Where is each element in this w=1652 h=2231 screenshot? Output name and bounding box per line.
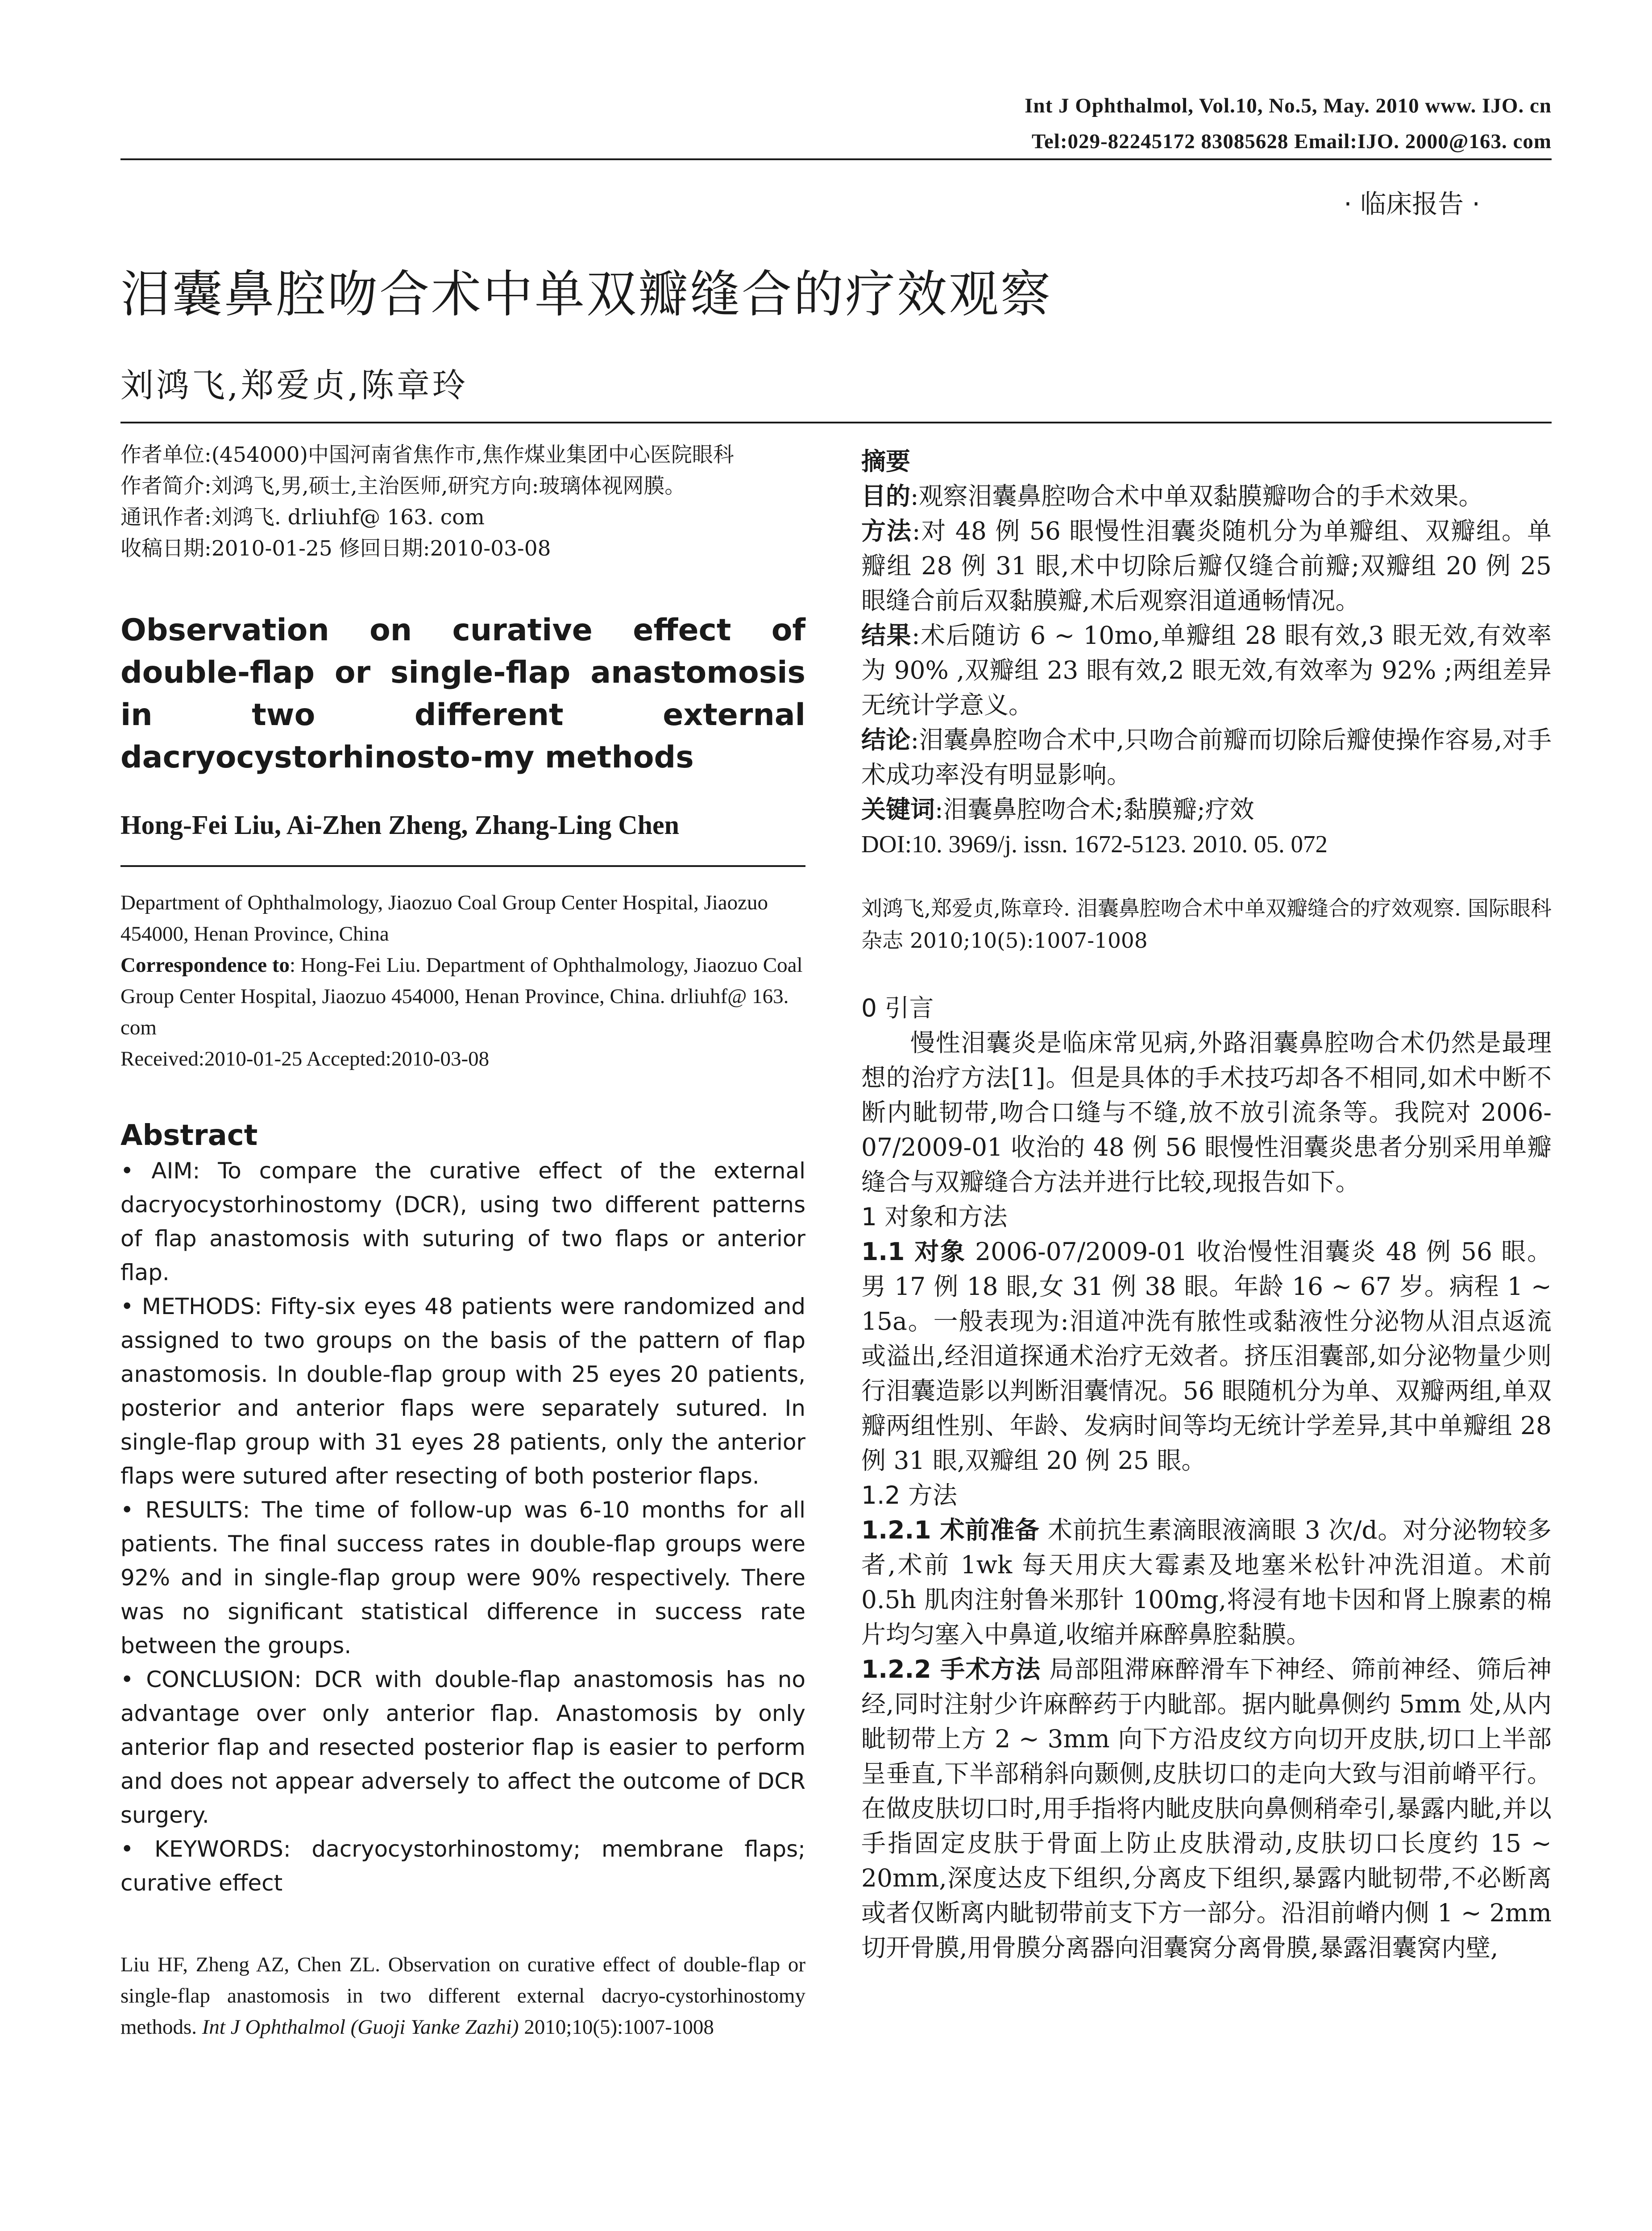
- abstract-cn: [861, 444, 1552, 862]
- received-dates-cn: 收稿日期:2010-01-25 修回日期:2010-03-08: [120, 536, 551, 561]
- results-label: 结果: [861, 621, 912, 650]
- section-1-1: [861, 1234, 1552, 1478]
- right-column: [861, 444, 1552, 1965]
- aim-text: :观察泪囊鼻腔吻合术中单双黏膜瓣吻合的手术效果。: [910, 482, 1483, 510]
- keywords-label: 关键词: [861, 795, 935, 824]
- section-1-2-heading: 1.2 方法: [861, 1481, 957, 1509]
- citation-main: Liu HF, Zheng AZ, Chen ZL. Observation on curative effect of double-flap or single-flap anastomosis in two different external dacryo-cystorhinostomy methods.: [120, 1953, 805, 2039]
- citation-en: [120, 1949, 805, 2043]
- header-rule: [120, 158, 1552, 160]
- section-1-heading: 1 对象和方法: [861, 1203, 1008, 1231]
- received-dates-en: Received:2010-01-25 Accepted:2010-03-08: [120, 1047, 490, 1070]
- conclusion-text: :泪囊鼻腔吻合术中,只吻合前瓣而切除后瓣使操作容易,对手术成功率没有明显影响。: [861, 726, 1552, 789]
- conclusion-label: 结论: [861, 726, 911, 754]
- keywords-text: :泪囊鼻腔吻合术;黏膜瓣;疗效: [935, 795, 1254, 824]
- section-0-text: 慢性泪囊炎是临床常见病,外路泪囊鼻腔吻合术仍然是最理想的治疗方法[1]。但是具体的手术技巧却各不相同,如术中断不断内眦韧带,吻合口缝与不缝,放不放引流条等。我院对 2006-07/2009-01 收治的 48 例 56 眼慢性泪囊炎患者分别采用单瓣缝合与双瓣缝合方法并进行比较,现报告如下。: [861, 1028, 1552, 1196]
- results-text: :术后随访 6 ~ 10mo,单瓣组 28 眼有效,3 眼无效,有效率为 90% ,双瓣组 23 眼有效,2 眼无效,有效率为 92% ;两组差异无统计学意义。: [861, 621, 1552, 719]
- english-title: Observation on curative effect of double-flap or single-flap anastomosis in two different external dacryocystorhinosto-my methods: [120, 613, 805, 775]
- abstract-aim: • AIM: To compare the curative effect of the external dacryocystorhinostomy (DCR), using two different patterns of flap anastomosis with suturing of two flaps or anterior flap.: [120, 1158, 805, 1286]
- affiliation-unit: 作者单位:(454000)中国河南省焦作市,焦作煤业集团中心医院眼科: [120, 443, 734, 467]
- abstract-cn-methods: [861, 514, 1552, 618]
- section-0-heading: 0 引言: [861, 994, 934, 1022]
- abstract-conclusion: • CONCLUSION: DCR with double-flap anastomosis has no advantage over only anterior flap. Anastomosis by only anterior flap and resected posterior flap is easier to perform and does not appear adversely to affect the outcome of DCR surgery.: [120, 1667, 805, 1828]
- abstract-results: • RESULTS: The time of follow-up was 6-10 months for all patients. The final success rates in double-flap groups were 92% and in single-flap group were 90% respectively. There was no significant statistical difference in success rate between the groups.: [120, 1497, 805, 1659]
- citation-journal: Int J Ophthalmol (Guoji Yanke Zazhi): [202, 2015, 519, 2039]
- abstract-methods: • METHODS: Fifty-six eyes 48 patients were randomized and assigned to two groups on the basis of the pattern of flap anastomosis. In double-flap group with 25 eyes 20 patients, posterior and anterior flaps were separately sutured. In single-flap group with 31 eyes 28 patients, only the anterior flaps were sutured after resecting of both posterior flaps.: [120, 1294, 805, 1489]
- author-bio: 作者简介:刘鸿飞,男,硕士,主治医师,研究方向:玻璃体视网膜。: [120, 474, 686, 498]
- abstract-heading: Abstract: [120, 1119, 258, 1152]
- journal-line: Int J Ophthalmol, Vol.10, No.5, May. 2010 www. IJO. cn: [1025, 94, 1552, 117]
- section-1-2-2-label: 1.2.2 手术方法: [861, 1655, 1041, 1684]
- contact-line: Tel:029-82245172 83085628 Email:IJO. 2000@163. com: [1031, 130, 1552, 153]
- correspondence-label: Correspondence to: [120, 954, 290, 977]
- doi: DOI:10. 3969/j. issn. 1672-5123. 2010. 05. 072: [861, 830, 1328, 858]
- abstract-cn-results: [861, 618, 1552, 722]
- aim-label: 目的: [861, 482, 911, 510]
- abstract-cn-aim: [861, 479, 1552, 514]
- methods-text: :对 48 例 56 眼慢性泪囊炎随机分为单瓣组、双瓣组。单瓣组 28 例 31 眼,术中切除后瓣仅缝合前瓣;双瓣组 20 例 25 眼缝合前后双黏膜瓣,术后观察泪道通畅情况。: [861, 517, 1552, 615]
- section-1-2-1-label: 1.2.1 术前准备: [861, 1516, 1040, 1544]
- section-1-1-text: 2006-07/2009-01 收治慢性泪囊炎 48 例 56 眼。男 17 例 18 眼,女 31 例 38 眼。年龄 16 ~ 67 岁。病程 1 ~ 15a。一般表现为:泪道冲洗有脓性或黏液性分泌物从泪点返流或溢出,经泪道探通术治疗无效者。挤压泪囊部,如分泌物量少则行泪囊造影以判断泪囊情况。56 眼随机分为单、双瓣两组,单双瓣两组性别、年龄、发病时间等均无统计学差异,其中单瓣组 28 例 31 眼,双瓣组 20 例 25 眼。: [861, 1237, 1552, 1475]
- correspondence-en: [120, 950, 805, 1043]
- section-1-2-1: [861, 1513, 1552, 1652]
- abstract-cn-conclusion: [861, 722, 1552, 792]
- affiliation-cn: [120, 440, 805, 564]
- citation-cn: 刘鸿飞,郑爱贞,陈章玲. 泪囊鼻腔吻合术中单双瓣缝合的疗效观察. 国际眼科杂志 2010;10(5):1007-1008: [861, 896, 1552, 953]
- citation-tail: 2010;10(5):1007-1008: [519, 2015, 714, 2039]
- abstract-cn-keywords: [861, 792, 1552, 827]
- corresponding-author-cn: 通讯作者:刘鸿飞. drliuhf@ 163. com: [120, 505, 485, 530]
- page-title: 泪囊鼻腔吻合术中单双瓣缝合的疗效观察: [120, 265, 1052, 323]
- authors-en: Hong-Fei Liu, Ai-Zhen Zheng, Zhang-Ling Chen: [120, 810, 679, 840]
- authors-rule: [120, 865, 805, 867]
- section-tag: · 临床报告 ·: [1344, 189, 1480, 219]
- abstract-body-en: [120, 1154, 805, 1900]
- section-1-1-label: 1.1 对象: [861, 1237, 966, 1266]
- abstract-keywords: • KEYWORDS: dacryocystorhinostomy; membrane flaps; curative effect: [120, 1836, 805, 1896]
- title-rule: [120, 422, 1552, 423]
- abstract-cn-heading: 摘要: [861, 447, 911, 476]
- body-text: [861, 991, 1552, 1965]
- section-1-2-2-text: 局部阻滞麻醉滑车下神经、筛前神经、筛后神经,同时注射少许麻醉药于内眦部。据内眦鼻侧约 5mm 处,从内眦韧带上方 2 ~ 3mm 向下方沿皮纹方向切开皮肤,切口上半部呈垂直,下半部稍斜向颞侧,皮肤切口的走向大致与泪前嵴平行。在做皮肤切口时,用手指将内眦皮肤向鼻侧稍牵引,暴露内眦,并以手指固定皮肤于骨面上防止皮肤滑动,皮肤切口长度约 15 ~ 20mm,深度达皮下组织,分离皮下组织,暴露内眦韧带,不必断离或者仅断离内眦韧带前支下方一部分。沿泪前嵴内侧 1 ~ 2mm 切开骨膜,用骨膜分离器向泪囊窝分离骨膜,暴露泪囊窝内壁,: [861, 1655, 1552, 1962]
- left-column: [120, 440, 805, 2043]
- correspondence-text: : Hong-Fei Liu. Department of Ophthalmology, Jiaozuo Coal Group Center Hospital, Jiaozuo 454000, Henan Province, China. drliuhf@ 163. com: [120, 954, 803, 1039]
- section-1-2-2: [861, 1652, 1552, 1965]
- methods-label: 方法: [861, 517, 912, 545]
- section-1-2-1-text: 术前抗生素滴眼液滴眼 3 次/d。对分泌物较多者,术前 1wk 每天用庆大霉素及地塞米松针冲洗泪道。术前 0.5h 肌肉注射鲁米那针 100mg,将浸有地卡因和肾上腺素的棉片均匀塞入中鼻道,收缩并麻醉鼻腔黏膜。: [861, 1516, 1552, 1649]
- affiliation-en: [120, 887, 805, 1074]
- authors-cn: 刘鸿飞,郑爱贞,陈章玲: [120, 366, 469, 405]
- department-en: Department of Ophthalmology, Jiaozuo Coal Group Center Hospital, Jiaozuo 454000, Henan Province, China: [120, 891, 768, 945]
